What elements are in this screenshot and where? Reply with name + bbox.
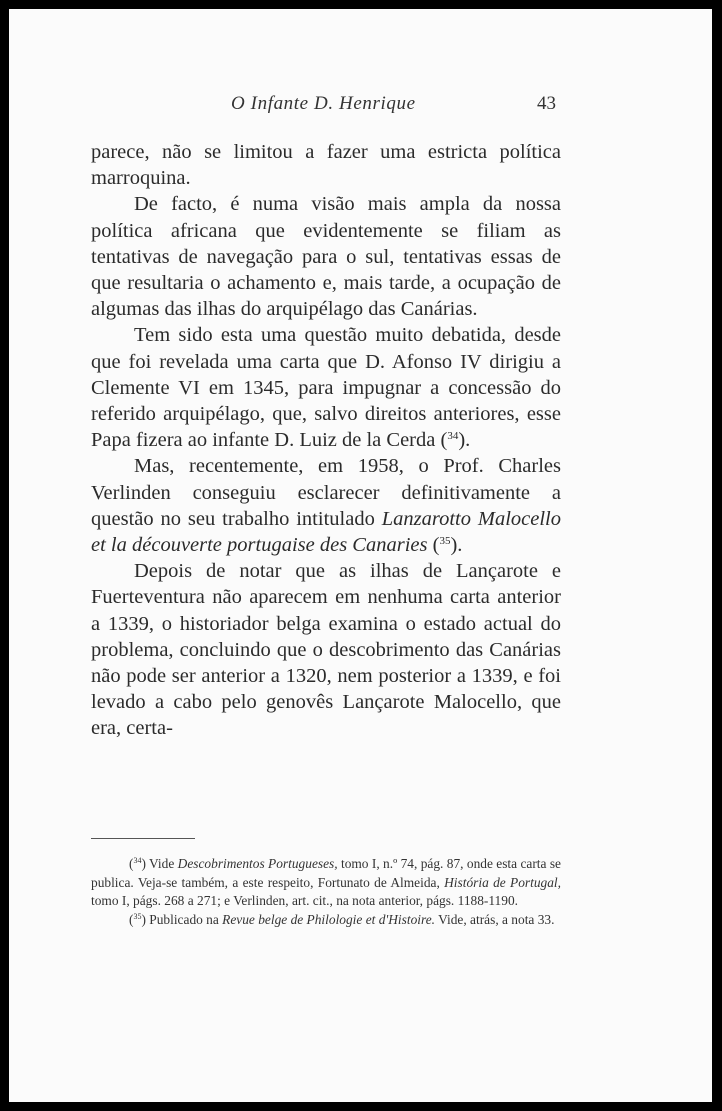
paragraph-3 xyxy=(91,322,561,453)
page-number: 43 xyxy=(537,93,556,114)
footnote-34-open: ( xyxy=(129,856,134,871)
footnote-ref-close: ). xyxy=(458,429,471,452)
paragraph-1: parece, não se limitou a fazer uma estricta política marroquina. xyxy=(91,141,561,190)
footnotes xyxy=(91,855,561,929)
footnote-ref-open: ( xyxy=(435,429,448,452)
footnote-35-title: Revue belge de Philologie et d'Histoire. xyxy=(222,911,436,927)
page-header xyxy=(9,93,712,127)
footnote-35-close: ) Publicado na xyxy=(141,911,223,927)
footnote-34-number: 34 xyxy=(133,856,142,865)
footnote-34-close: ) Vide xyxy=(141,856,178,871)
footnote-ref-close: ). xyxy=(450,534,463,557)
footnote-35-open: ( xyxy=(129,911,134,927)
footnote-34-text-2: tomo I, págs. 268 a 271; e Verlinden, art. cit., na nota anterior, págs. 1188-1190. xyxy=(91,893,518,909)
footnote-34-title-1: Descobrimentos Portugueses, xyxy=(177,856,338,871)
footnote-35-number: 35 xyxy=(133,911,142,921)
footnote-35-text: Vide, atrás, a nota 33. xyxy=(435,911,555,927)
book-page xyxy=(9,9,712,1102)
footnote-divider xyxy=(91,838,195,839)
footnote-34 xyxy=(91,855,561,911)
footnote-ref-35: 35 xyxy=(439,535,451,548)
body-text xyxy=(91,139,561,742)
footnote-ref-34: 34 xyxy=(447,430,459,443)
footnote-34-title-2: História de Portugal, xyxy=(444,874,561,890)
paragraph-4-text: Mas, recentemente, em 1958, o Prof. Charles Verlinden conseguiu esclarecer definitivamente a questão no seu trabalho intitulado xyxy=(91,455,561,530)
paragraph-2: De facto, é numa visão mais ampla da nossa política africana que evidentemente se filiam as tentativas de navegação para o sul, tentativas essas de que resultaria o achamento e, mais tarde, a ocupação de algumas das ilhas do arquipélago das Canárias. xyxy=(91,193,561,321)
paragraph-4 xyxy=(91,453,561,558)
paragraph-3-text: Tem sido esta uma questão muito debatida, desde que foi revelada uma carta que D. Afonso IV dirigiu a Clemente VI em 1345, para impugnar a concessão do referido arquipélago, que, salvo direitos anteriores, esse Papa fizera ao infante D. Luiz de la Cerda xyxy=(91,324,561,452)
paragraph-5: Depois de notar que as ilhas de Lançarote e Fuerteventura não aparecem em nenhuma carta anterior a 1339, o historiador belga examina o estado actual do problema, concluindo que o descobrimento das Canárias não pode ser anterior a 1320, nem posterior a 1339, e foi levado a cabo pelo genovês Lançarote Malocello, que era, certa- xyxy=(91,560,561,740)
work-title: Lanzarotto Malocello et la découverte portugaise des Canaries xyxy=(91,507,561,557)
footnote-ref-open: ( xyxy=(427,534,440,557)
running-title: O Infante D. Henrique xyxy=(231,93,416,114)
footnote-34-text-1: tomo I, n.º 74, pág. 87, onde esta carta se publica. Veja-se também, a este respeito, Fortunato de Almeida, xyxy=(91,856,561,890)
footnote-35 xyxy=(91,911,561,930)
